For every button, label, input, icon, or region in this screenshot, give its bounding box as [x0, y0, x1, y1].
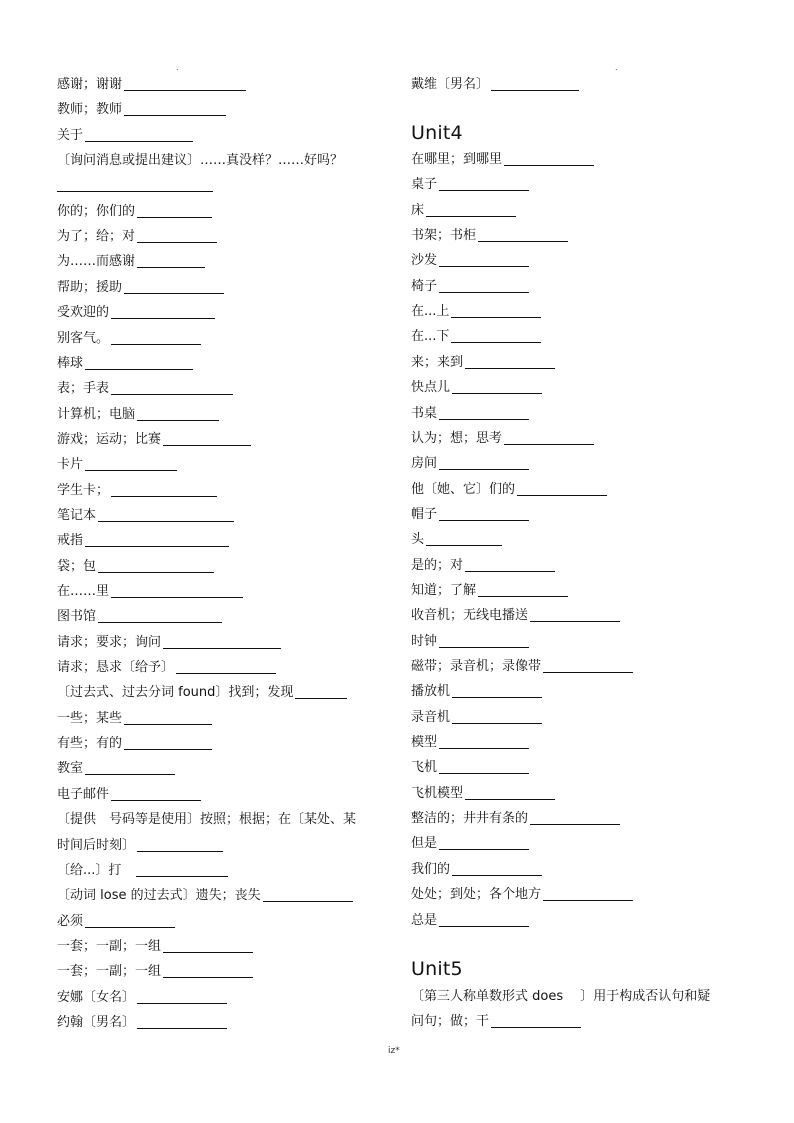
vocab-text: 帽子 [411, 506, 438, 522]
answer-blank [137, 851, 223, 852]
answer-blank [98, 521, 234, 522]
vocab-text: 桌子 [411, 177, 438, 193]
vocab-text: 请求；恳求〔给予〕 [57, 660, 175, 676]
answer-blank [491, 1027, 581, 1028]
vocab-item [57, 838, 392, 854]
vocab-item [411, 836, 746, 852]
vocab-item [57, 964, 392, 980]
vocab-text: 一套；一副；一组 [57, 938, 162, 954]
vocab-item [411, 431, 746, 447]
unit5-heading: Unit5 [411, 958, 463, 980]
vocab-item [411, 228, 746, 244]
vocab-text: 处处；到处；各个地方 [411, 887, 542, 903]
vocab-item [411, 710, 746, 726]
header-mark-right: . [615, 63, 618, 72]
vocab-item [57, 584, 392, 600]
answer-blank [452, 393, 542, 394]
answer-blank [543, 900, 633, 901]
answer-blank [517, 495, 607, 496]
vocab-item [411, 558, 746, 574]
vocab-item [57, 914, 392, 930]
vocab-text: 椅子 [411, 278, 438, 294]
vocab-text: 卡片 [57, 457, 84, 473]
vocab-text: 总是 [411, 912, 438, 928]
answer-blank [439, 647, 529, 648]
answer-blank [426, 216, 516, 217]
answer-blank [85, 369, 193, 370]
vocab-text: 电子邮件 [57, 786, 110, 802]
vocab-item [57, 178, 392, 194]
vocab-text: 安娜〔女名〕 [57, 989, 136, 1005]
vocab-item [411, 887, 746, 903]
vocab-item [57, 204, 392, 220]
vocab-item [411, 253, 746, 269]
answer-blank [452, 723, 542, 724]
answer-blank [451, 342, 541, 343]
vocab-text: 来；来到 [411, 354, 464, 370]
vocab-item [57, 356, 392, 372]
vocab-text: 是的；对 [411, 557, 464, 573]
vocab-item [57, 812, 392, 828]
vocab-text: 图书馆 [57, 609, 97, 625]
answer-blank [465, 799, 555, 800]
answer-blank [124, 90, 246, 91]
vocab-item [411, 380, 746, 396]
vocab-text: 教师；教师 [57, 102, 123, 118]
answer-blank [98, 572, 214, 573]
vocab-text: 必须 [57, 913, 84, 929]
vocab-text: 〔询问消息或提出建议〕……真没样？……好吗？ [57, 153, 344, 169]
vocab-item [57, 685, 392, 701]
vocab-item [57, 153, 392, 169]
vocab-item [57, 457, 392, 473]
vocab-text: 有些；有的 [57, 736, 123, 752]
vocab-text: 受欢迎的 [57, 305, 110, 321]
answer-blank [452, 875, 542, 876]
vocab-text: 收音机；无线电播送 [411, 608, 529, 624]
vocab-text: 在……里 [57, 584, 110, 599]
vocab-text: 一套；一副；一组 [57, 964, 162, 980]
vocab-item [57, 787, 392, 803]
answer-blank [137, 1003, 227, 1004]
vocab-item [57, 381, 392, 397]
answer-blank [452, 697, 542, 698]
answer-blank [85, 927, 175, 928]
vocab-item [411, 1014, 746, 1030]
vocab-text: 约翰〔男名〕 [57, 1014, 136, 1030]
vocab-text: 〔给...〕打 [57, 862, 135, 878]
vocab-item [57, 254, 392, 270]
vocab-text: 你的；你们的 [57, 203, 136, 219]
vocab-text: 棒球 [57, 355, 84, 371]
vocab-text: 教室 [57, 761, 84, 777]
answer-blank [439, 773, 529, 774]
vocab-item [57, 1015, 392, 1031]
answer-blank [137, 217, 212, 218]
vocab-text: 播放机 [411, 684, 451, 700]
vocab-item [411, 913, 746, 929]
vocab-text: 书架；书柜 [411, 228, 477, 244]
answer-blank [124, 293, 224, 294]
vocab-text: 时钟 [411, 633, 438, 649]
answer-blank [124, 724, 212, 725]
answer-blank [111, 597, 243, 598]
vocab-item [411, 507, 746, 523]
answer-blank [295, 698, 347, 699]
vocab-text: 〔动词 lose 的过去式〕遗失；丧失 [57, 888, 261, 904]
vocab-text: 在...上 [411, 304, 450, 320]
vocab-text: 认为；想；思考 [411, 430, 503, 446]
vocab-item [411, 406, 746, 422]
answer-blank [137, 1028, 227, 1029]
vocab-text: 头 [411, 532, 425, 548]
answer-blank [504, 444, 594, 445]
answer-blank [530, 621, 620, 622]
vocab-item [411, 279, 746, 295]
answer-blank [439, 748, 529, 749]
vocab-text: 〔过去式、过去分词 found〕找到；发现 [57, 685, 294, 701]
vocab-item [57, 305, 392, 321]
answer-blank [465, 368, 555, 369]
answer-blank [439, 419, 529, 420]
header-mark-left: . [176, 63, 179, 72]
vocab-text: 别客气。 [57, 330, 110, 346]
vocab-item [411, 304, 746, 320]
vocab-item [57, 888, 392, 904]
vocab-item [57, 432, 392, 448]
vocab-item [57, 660, 392, 676]
answer-blank [85, 141, 193, 142]
answer-blank [439, 190, 529, 191]
vocab-item [57, 229, 392, 245]
vocab-text: 戒指 [57, 533, 84, 549]
vocab-item [411, 152, 746, 168]
answer-blank [491, 90, 579, 91]
vocab-text: 〔第三人称单数形式 does 〕用于构成否认句和疑 [411, 989, 711, 1004]
answer-blank [176, 673, 276, 674]
vocab-item [57, 128, 392, 144]
answer-blank [163, 648, 281, 649]
vocab-item [411, 989, 746, 1005]
answer-blank [163, 952, 253, 953]
answer-blank [543, 672, 633, 673]
vocab-item [57, 863, 392, 879]
vocab-text: 飞机模型 [411, 785, 464, 801]
vocab-text: 学生卡； [57, 482, 110, 498]
answer-blank [111, 496, 217, 497]
vocab-item [57, 711, 392, 727]
vocab-item [411, 355, 746, 371]
answer-blank [439, 469, 529, 470]
answer-blank [439, 292, 529, 293]
answer-blank [530, 824, 620, 825]
vocab-text: 房间 [411, 456, 438, 472]
vocab-item [411, 456, 746, 472]
vocab-text: 计算机；电脑 [57, 406, 136, 422]
vocab-text: 一些；某些 [57, 710, 123, 726]
answer-blank [136, 876, 228, 877]
answer-blank [439, 520, 529, 521]
vocab-text: 书桌 [411, 405, 438, 421]
answer-blank [85, 774, 175, 775]
vocab-item [411, 760, 746, 776]
vocab-item [411, 735, 746, 751]
vocab-item [57, 508, 392, 524]
vocab-item [57, 990, 392, 1006]
answer-blank [85, 470, 177, 471]
answer-blank [163, 977, 253, 978]
answer-blank [85, 546, 229, 547]
answer-blank [451, 317, 541, 318]
answer-blank [504, 165, 594, 166]
vocab-text: 知道；了解 [411, 582, 477, 598]
vocab-text: 问句；做；干 [411, 1014, 490, 1030]
unit4-heading: Unit4 [411, 122, 463, 144]
answer-blank [57, 191, 213, 192]
vocab-text: 模型 [411, 735, 438, 751]
vocab-item [411, 786, 746, 802]
vocab-item [411, 583, 746, 599]
vocab-text: 他〔她、它〕们的 [411, 481, 516, 497]
answer-blank [111, 344, 201, 345]
vocab-item [57, 939, 392, 955]
vocab-item [411, 77, 746, 93]
vocab-item [57, 609, 392, 625]
vocab-text: 帮助；援助 [57, 279, 123, 295]
vocab-text: 磁带；录音机；录像带 [411, 659, 542, 674]
vocab-item [57, 559, 392, 575]
vocab-item [57, 635, 392, 651]
answer-blank [439, 926, 529, 927]
vocab-text: 游戏；运动；比赛 [57, 431, 162, 447]
answer-blank [478, 241, 568, 242]
vocab-text: 我们的 [411, 861, 451, 877]
vocab-text: 戴维〔男名〕 [411, 77, 490, 92]
vocab-text: 请求；要求；询问 [57, 634, 162, 650]
answer-blank [439, 266, 529, 267]
answer-blank [98, 622, 222, 623]
answer-blank [439, 849, 529, 850]
vocab-item [411, 482, 746, 498]
vocab-item [411, 634, 746, 650]
answer-blank [124, 115, 226, 116]
answer-blank [478, 596, 568, 597]
vocab-item [57, 483, 392, 499]
vocab-text: 笔记本 [57, 507, 97, 523]
vocab-item [411, 659, 746, 675]
answer-blank [111, 318, 215, 319]
vocab-text: 关于 [57, 127, 84, 143]
answer-blank [465, 571, 555, 572]
vocab-item [57, 280, 392, 296]
vocab-text: 为了；给；对 [57, 229, 136, 245]
vocab-text: 在哪里；到哪里 [411, 152, 503, 167]
vocab-text: 为……而感谢 [57, 254, 136, 270]
page-footer: iz* [388, 1046, 400, 1056]
answer-blank [263, 901, 353, 902]
answer-blank [111, 394, 233, 395]
vocab-text: 床 [411, 202, 425, 218]
vocab-text: 整洁的；井井有条的 [411, 811, 529, 827]
vocab-item [57, 761, 392, 777]
vocab-text: 在...下 [411, 329, 450, 345]
vocab-text: 快点儿 [411, 380, 451, 396]
vocab-item [411, 608, 746, 624]
vocab-text: 时间后时刻〕 [57, 837, 136, 853]
vocab-item [57, 102, 392, 118]
answer-blank [137, 242, 217, 243]
vocab-item [411, 862, 746, 878]
vocab-item [411, 684, 746, 700]
answer-blank [111, 800, 201, 801]
vocab-item [411, 811, 746, 827]
vocab-item [57, 407, 392, 423]
vocab-item [57, 77, 392, 93]
answer-blank [137, 420, 219, 421]
vocab-item [411, 329, 746, 345]
vocab-text: 飞机 [411, 760, 438, 776]
vocab-text: 感谢；谢谢 [57, 77, 123, 92]
vocab-text: 〔提供 号码等是使用〕按照；根据；在〔某处、某 [57, 812, 357, 828]
answer-blank [137, 267, 205, 268]
vocab-item [57, 331, 392, 347]
vocab-item [411, 203, 746, 219]
vocab-text: 沙发 [411, 253, 438, 269]
answer-blank [163, 445, 251, 446]
vocab-item [57, 736, 392, 752]
vocab-text: 录音机 [411, 709, 451, 725]
vocab-item [411, 532, 746, 548]
answer-blank [124, 749, 212, 750]
answer-blank [426, 545, 502, 546]
vocab-text: 表；手表 [57, 381, 110, 397]
vocab-text: 袋；包 [57, 558, 97, 574]
vocab-item [411, 177, 746, 193]
vocab-item [57, 533, 392, 549]
vocab-text: 但是 [411, 836, 438, 852]
